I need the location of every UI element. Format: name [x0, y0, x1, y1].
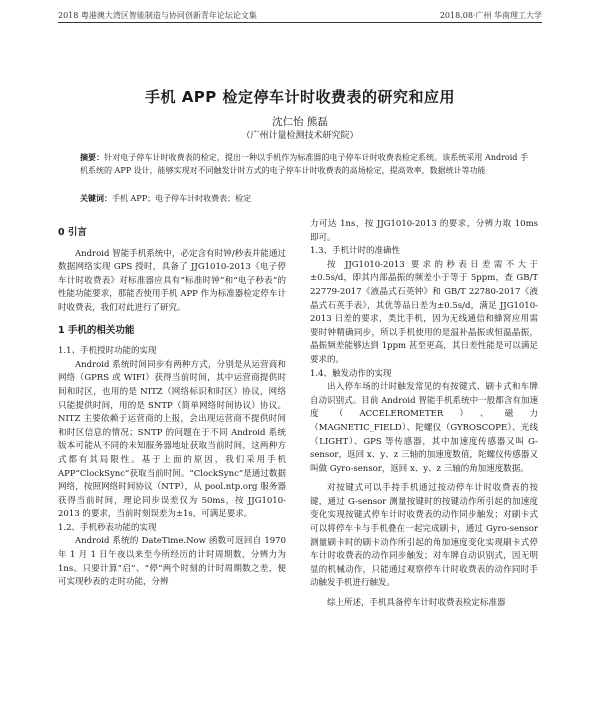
- authors: 沈仁怡 熊磊: [272, 116, 328, 128]
- paragraph: Android 智能手机系统中，必定含有时钟/秒表并能通过数据网络实现 GPS 授时，具备了 JJG1010-2013《电子停车计时收费表》对标准器应具有“标准时钟”和“电子秒表”的性能功能要求，那能否使用手机 APP 作为标准器检定停车计时收费表，我们对此进行了研究。: [58, 248, 286, 313]
- subsection-heading: 1.3、手机计时的准确性: [310, 246, 401, 257]
- paper-title: 手机 APP 检定停车计时收费表的研究和应用: [144, 88, 456, 106]
- paragraph: Android 系统时间同步有两种方式，分别是从运营商和网络（GPRS 或 WIFI）获得当前时间，其中运营商提供时间和时区，也用的是 NITZ（网络标识和时区）协议，网络只能提供时间，用的是 SNTP（简单网络时间协议）协议。NITZ 主要依赖于运营商的上报，会出现运营商不提供时间和时区信息的情况；SNTP 的问题在于不同 Android 系统版本可能从不同的未知服务器地址获取当前时间，这两种方式都有其局限性。基于上面的原因，我们采用手机 APP“ClockSync”获取当前时间。“ClockSync”是通过数据网络，按照网络时间协议（NTP），从 pool.ntp.org 服务器获得当前时间，理论同步误差仅为 50ms，按 JJG1010-2013 的要求，当前时刻误差为±1s，可满足要求。: [58, 359, 286, 520]
- section-heading: 1 手机的相关功能: [58, 324, 135, 336]
- paragraph: 力可达 1ns，按 JJG1010-2013 的要求，分辨力取 10ms 即可。: [310, 219, 538, 243]
- section-heading: 0 引言: [58, 227, 87, 238]
- affiliation: （广州计量检测技术研究院）: [241, 131, 359, 141]
- paragraph: 对按键式可以手持手机通过按动停车计时收费表的按键，通过 G-sensor 测量按键时的按键动作所引起的加速度变化实现按键式停车计时收费表的动作同步触发；对刷卡式可以将停车卡与手机叠在一起完成刷卡，通过 Gyro-sensor 测量刷卡时的刷卡动作所引起的角加速度变化实现刷卡式停车计时收费表的动作同步触发；对车牌自动识别式，因无明显的机械动作，只能通过观察停车计时收费表的动作同时手动触发手机进行触发。: [310, 483, 538, 589]
- paragraph: Android 系统的 DateTime.Now 函数可返回自 1970 年 1 月 1 日午夜以来至今所经历的计时周期数，分辨力为 1ns。只要计算“启”、“停”两个时刻的计时周期数之差，便可实现秒表的走时功能，分辨: [58, 536, 286, 588]
- header-left: 2018 粤港澳大湾区智能制造与协同创新青年论坛论文集: [58, 11, 257, 20]
- abstract: [80, 151, 528, 178]
- right-column: [310, 218, 538, 611]
- paragraph: 出入停车场的计时触发常见的有按键式、刷卡式和车牌自动识别式。目前 Android 智能手机系统中一般都含有加速度（ACCELEROMETER）、磁力（MAGNETIC_FIELD）、陀螺仪（GYROSCOPE）、光线（LIGHT）、GPS 等传感器，其中加速度传感器又叫 G-sensor，返回 x、y、z 三轴的加速度数值，陀螺仪传感器又叫做 Gyro-sensor，返回 x、y、z 三轴的角加速度数据。: [310, 382, 538, 474]
- abstract-label: 摘要：: [80, 152, 105, 162]
- keywords: [80, 193, 528, 204]
- keywords-label: 关键词：: [80, 193, 112, 203]
- subsection-heading: 1.2、手机秒表功能的实现: [58, 522, 157, 533]
- running-header: [58, 10, 542, 21]
- subsection-heading: 1.1、手机授时功能的实现: [58, 346, 157, 357]
- paragraph: 综上所述，手机具备停车计时收费表检定标准器: [327, 598, 506, 609]
- abstract-text: 针对电子停车计时收费表的检定，提出一种以手机作为标准器的电子停车计时收费表检定系统。该系统采用 Android 手机系统的 APP 设计，能够实现对不同触发计时方式的电子停车计时收费表的高场检定，提高效率，数据统计等功能: [80, 153, 529, 176]
- header-right: 2018.08·广州 华南理工大学: [439, 11, 542, 20]
- keywords-text: 手机 APP；电子停车计时收费表；检定: [112, 194, 252, 203]
- header-rule: [58, 22, 542, 23]
- left-column: [58, 218, 286, 590]
- subsection-heading: 1.4、触发动作的实现: [310, 368, 392, 379]
- paragraph: 按 JJG1010-2013 要求的秒表日差需不大于 ±0.5s/d，即其内部晶振的频差小于等于 5ppm，查 GB/T 22779-2017《液晶式石英钟》和 GB/T 22780-2017《液晶式石英手表》，其优等品日差为±0.5s/d，满足 JJG1010-2013 日差的要求，类比手机，因为无线通信和蜂窝应用需要时钟精确同步，所以手机使用的是温补晶振或恒温晶振，晶振频差能够达到 1ppm 甚至更高，其日差性能是可以满足要求的。: [310, 259, 538, 365]
